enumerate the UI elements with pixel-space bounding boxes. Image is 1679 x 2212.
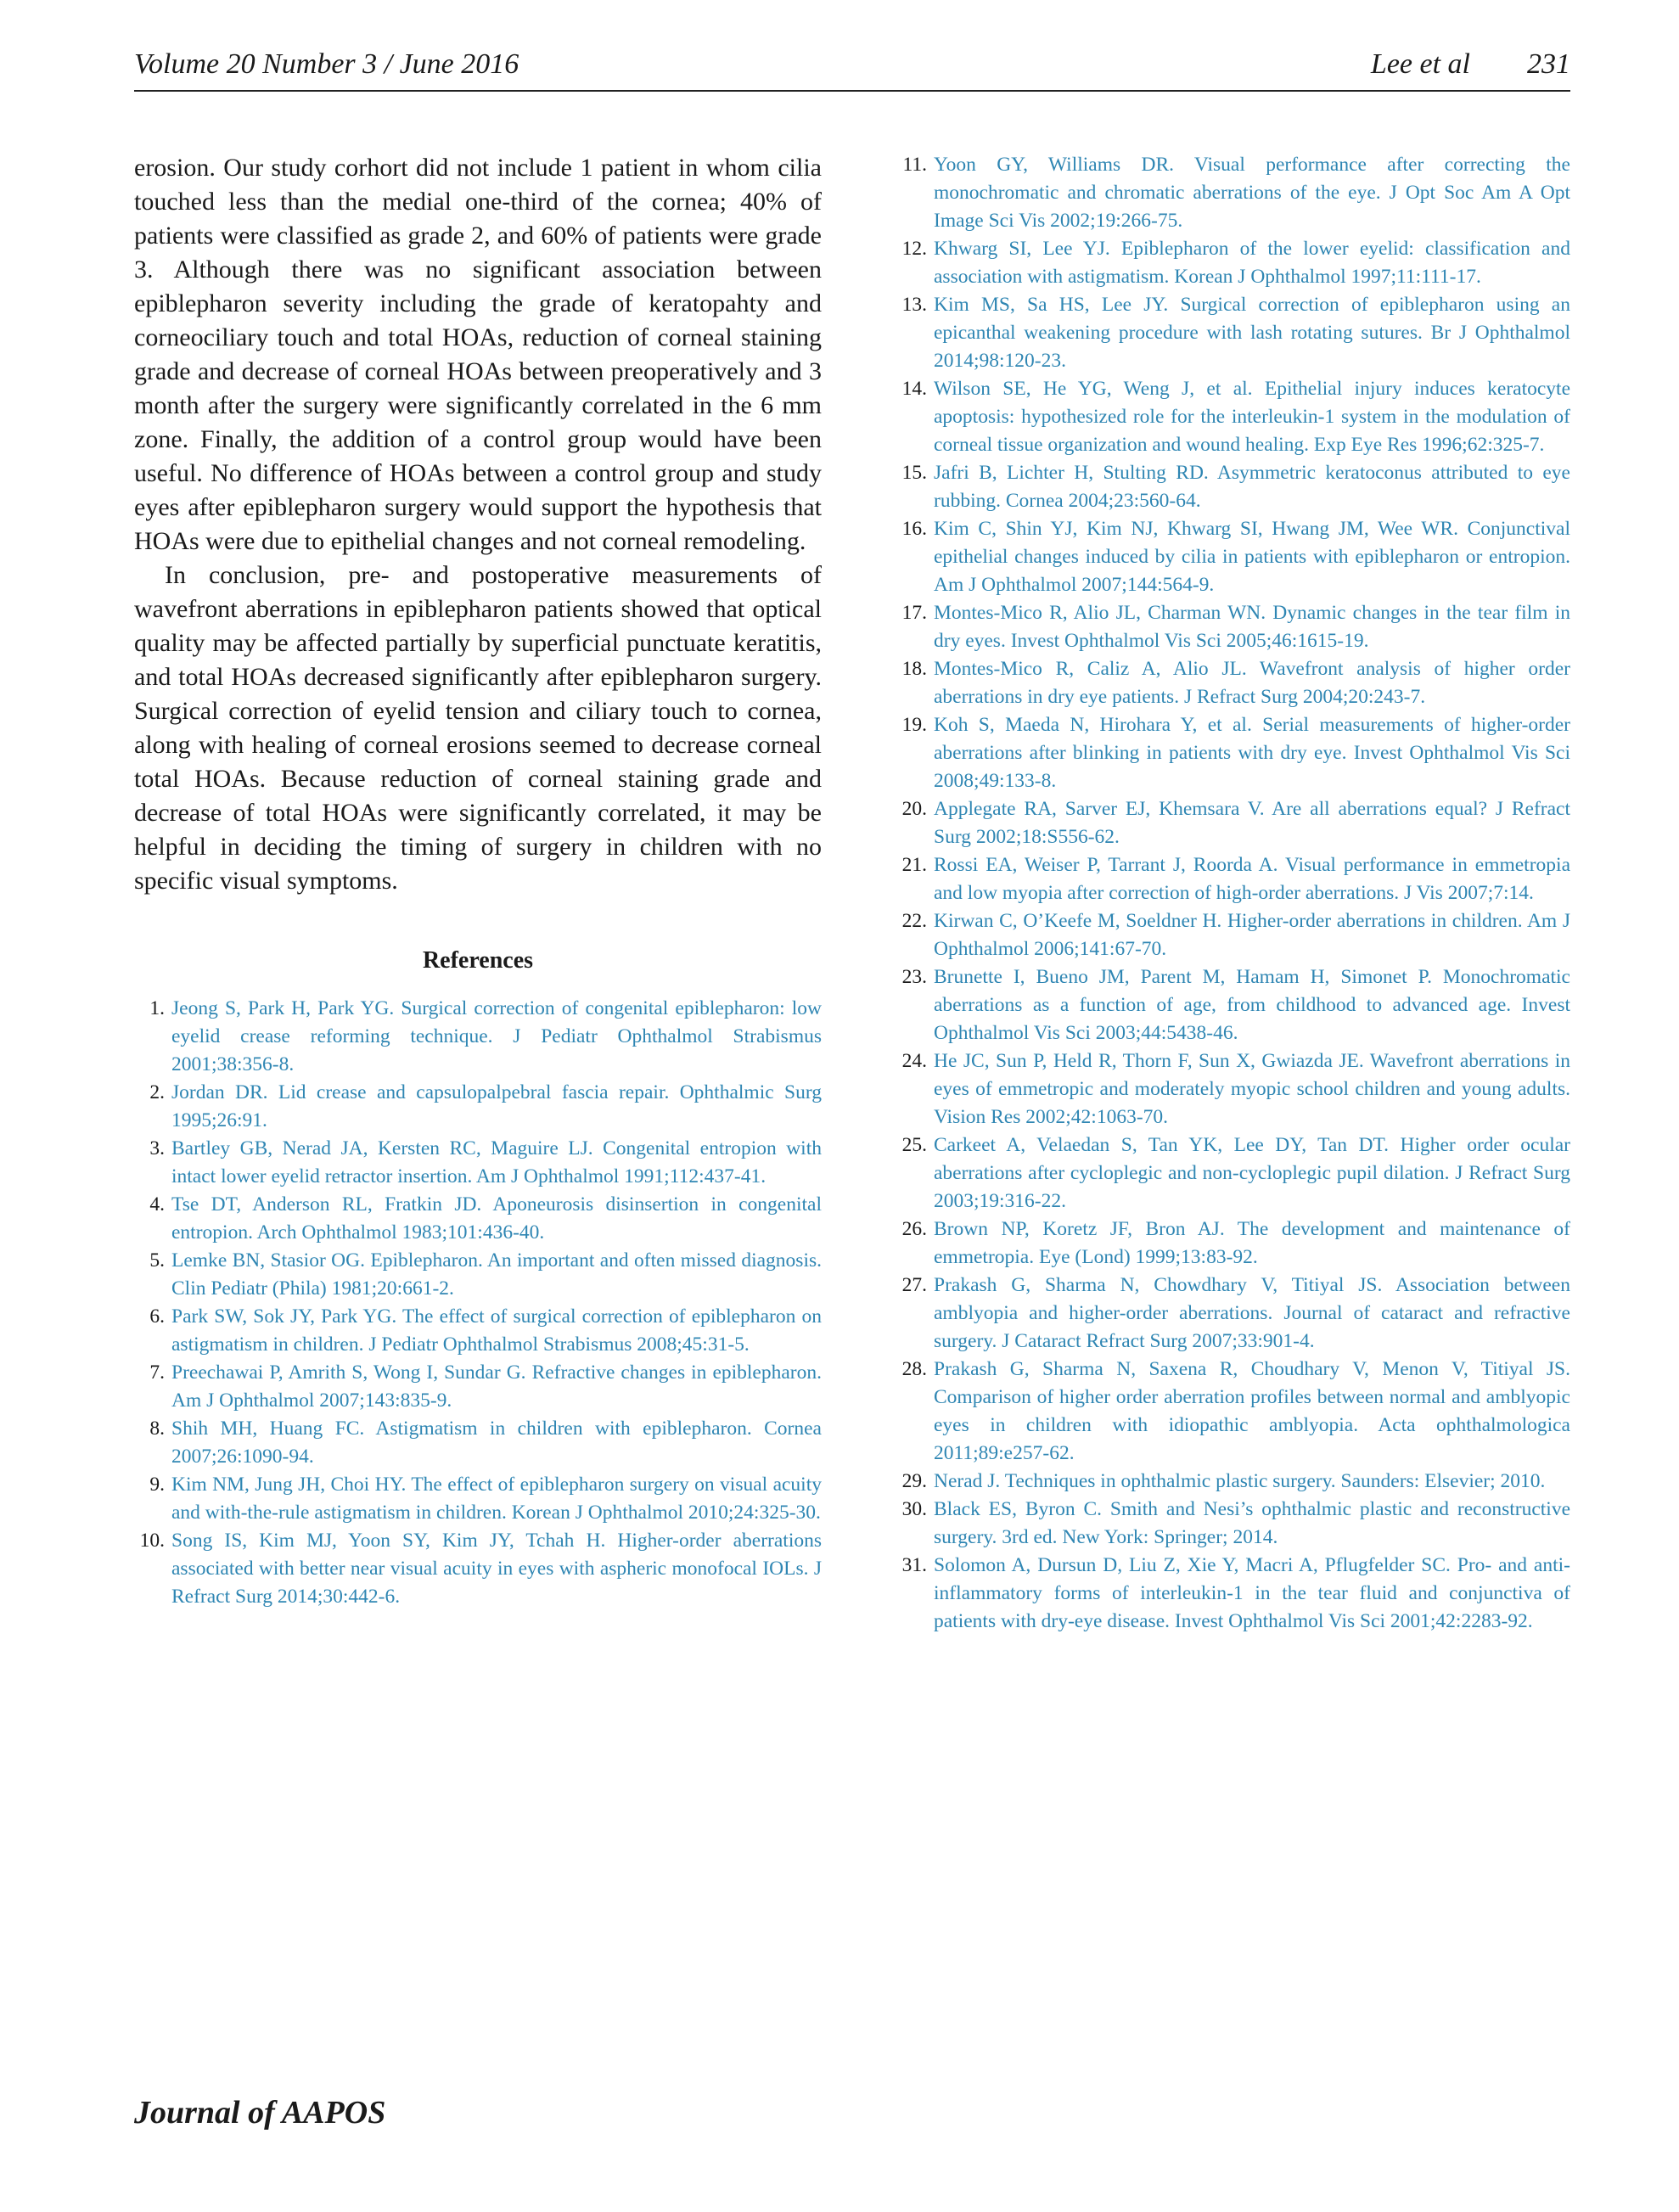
- references-list-left: [134, 995, 822, 1611]
- reference-link[interactable]: Solomon A, Dursun D, Liu Z, Xie Y, Macri A, Pflugfelder SC. Pro- and anti-inflammatory forms of interleukin-1 in the tear fluid and conjunctiva of patients with dry-eye disease. Invest Ophthalmol Vis Sci 2001;42:2283-92.: [934, 1554, 1570, 1632]
- reference-item: [134, 1191, 822, 1247]
- reference-item: [891, 151, 1570, 235]
- reference-link[interactable]: Shih MH, Huang FC. Astigmatism in children with epiblepharon. Cornea 2007;26:1090-94.: [171, 1418, 822, 1468]
- reference-link[interactable]: Kim NM, Jung JH, Choi HY. The effect of epiblepharon surgery on visual acuity and with-the-rule astigmatism in children. Korean J Ophthalmol 2010;24:325-30.: [171, 1474, 822, 1524]
- reference-link[interactable]: Kirwan C, O’Keefe M, Soeldner H. Higher-order aberrations in children. Am J Ophthalmol 2006;141:67-70.: [934, 910, 1570, 960]
- reference-item: [891, 1047, 1570, 1131]
- page-number: 231: [1527, 48, 1570, 80]
- running-authors: Lee et al: [1370, 48, 1470, 80]
- reference-item: [134, 995, 822, 1079]
- reference-number: 28.: [901, 1358, 927, 1380]
- reference-item: [891, 711, 1570, 795]
- reference-number: 31.: [901, 1554, 927, 1576]
- reference-link[interactable]: Brown NP, Koretz JF, Bron AJ. The development and maintenance of emmetropia. Eye (Lond) 1999;13:83-92.: [934, 1218, 1570, 1268]
- reference-link[interactable]: Lemke BN, Stasior OG. Epiblepharon. An important and often missed diagnosis. Clin Pediatr (Phila) 1981;20:661-2.: [171, 1249, 822, 1300]
- reference-item: [891, 1496, 1570, 1552]
- reference-link[interactable]: Khwarg SI, Lee YJ. Epiblepharon of the lower eyelid: classification and association with astigmatism. Korean J Ophthalmol 1997;11:111-17.: [934, 238, 1570, 288]
- reference-link[interactable]: Applegate RA, Sarver EJ, Khemsara V. Are all aberrations equal? J Refract Surg 2002;18:S556-62.: [934, 798, 1570, 848]
- reference-link[interactable]: He JC, Sun P, Held R, Thorn F, Sun X, Gwiazda JE. Wavefront aberrations in eyes of emmetropic and moderately myopic school children and young adults. Vision Res 2002;42:1063-70.: [934, 1050, 1570, 1128]
- reference-item: [891, 1131, 1570, 1215]
- reference-link[interactable]: Kim C, Shin YJ, Kim NJ, Khwarg SI, Hwang JM, Wee WR. Conjunctival epithelial changes induced by cilia in patients with epiblepharon or entropion. Am J Ophthalmol 2007;144:564-9.: [934, 518, 1570, 596]
- reference-link[interactable]: Nerad J. Techniques in ophthalmic plastic surgery. Saunders: Elsevier; 2010.: [934, 1470, 1546, 1492]
- reference-item: [134, 1527, 822, 1611]
- reference-number: 24.: [901, 1050, 927, 1072]
- reference-item: [891, 459, 1570, 515]
- reference-link[interactable]: Jeong S, Park H, Park YG. Surgical correction of congenital epiblepharon: low eyelid crease reforming technique. J Pediatr Ophthalmol Strabismus 2001;38:356-8.: [171, 997, 822, 1075]
- reference-link[interactable]: Rossi EA, Weiser P, Tarrant J, Roorda A. Visual performance in emmetropia and low myopia after correction of high-order aberrations. J Vis 2007;7:14.: [934, 854, 1570, 904]
- journal-issue: Volume 20 Number 3 / June 2016: [134, 48, 519, 80]
- reference-item: [891, 235, 1570, 291]
- reference-number: 21.: [901, 854, 927, 876]
- reference-link[interactable]: Prakash G, Sharma N, Chowdhary V, Titiyal JS. Association between amblyopia and higher-order aberrations. Journal of cataract and refractive surgery. J Cataract Refract Surg 2007;33:901-4.: [934, 1274, 1570, 1352]
- reference-number: 5.: [149, 1249, 165, 1272]
- journal-footer: Journal of AAPOS: [134, 2095, 386, 2131]
- references-list-right: [891, 151, 1570, 1636]
- reference-link[interactable]: Park SW, Sok JY, Park YG. The effect of surgical correction of epiblepharon on astigmatism in children. J Pediatr Ophthalmol Strabismus 2008;45:31-5.: [171, 1305, 822, 1356]
- reference-item: [891, 1552, 1570, 1636]
- conclusion-paragraph: In conclusion, pre- and postoperative measurements of wavefront aberrations in epiblepharon patients showed that optical quality may be affected partially by superficial punctuate keratitis, and total HOAs decreased significantly after epiblepharon surgery. Surgical correction of eyelid tension and ciliary touch to cornea, along with healing of corneal erosions seemed to decrease corneal total HOAs. Because reduction of corneal staining grade and decrease of total HOAs were significantly correlated, it may be helpful in deciding the timing of surgery in children with no specific visual symptoms.: [134, 561, 822, 895]
- reference-item: [134, 1359, 822, 1415]
- reference-number: 3.: [149, 1137, 165, 1159]
- reference-link[interactable]: Montes-Mico R, Caliz A, Alio JL. Wavefront analysis of higher order aberrations in dry eye patients. J Refract Surg 2004;20:243-7.: [934, 658, 1570, 708]
- reference-link[interactable]: Brunette I, Bueno JM, Parent M, Hamam H, Simonet P. Monochromatic aberrations as a function of age, from childhood to advanced age. Invest Ophthalmol Vis Sci 2003;44:5438-46.: [934, 966, 1570, 1044]
- reference-link[interactable]: Wilson SE, He YG, Weng J, et al. Epithelial injury induces keratocyte apoptosis: hypothesized role for the interleukin-1 system in the modulation of corneal tissue organization and wound healing. Exp Eye Res 1996;62:325-7.: [934, 378, 1570, 456]
- reference-item: [134, 1303, 822, 1359]
- reference-number: 25.: [901, 1134, 927, 1156]
- reference-item: [134, 1415, 822, 1471]
- reference-item: [134, 1135, 822, 1191]
- reference-item: [891, 655, 1570, 711]
- reference-item: [891, 795, 1570, 851]
- reference-item: [134, 1247, 822, 1303]
- reference-number: 17.: [901, 602, 927, 624]
- references-heading: References: [422, 947, 534, 974]
- reference-link[interactable]: Koh S, Maeda N, Hirohara Y, et al. Serial measurements of higher-order aberrations after blinking in patients with dry eye. Invest Ophthalmol Vis Sci 2008;49:133-8.: [934, 714, 1570, 792]
- reference-link[interactable]: Tse DT, Anderson RL, Fratkin JD. Aponeurosis disinsertion in congenital entropion. Arch Ophthalmol 1983;101:436-40.: [171, 1193, 822, 1244]
- reference-number: 13.: [901, 294, 927, 316]
- reference-item: [891, 599, 1570, 655]
- reference-item: [891, 1356, 1570, 1468]
- body-paragraph: erosion. Our study corhort did not include 1 patient in whom cilia touched less than the medial one-third of the cornea; 40% of patients were classified as grade 2, and 60% of patients were grade 3. Although there was no significant association between epiblepharon severity including the grade of keratopahty and corneociliary touch and total HOAs, reduction of corneal staining grade and decrease of corneal HOAs between preoperatively and 3 month after the surgery were significantly correlated in the 6 mm zone. Finally, the addition of a control group would have been useful. No difference of HOAs between a control group and study eyes after epiblepharon surgery would support the hypothesis that HOAs were due to epithelial changes and not corneal remodeling.: [134, 154, 822, 555]
- running-header: [134, 42, 1570, 92]
- reference-item: [134, 1471, 822, 1527]
- reference-item: [891, 907, 1570, 963]
- reference-link[interactable]: Black ES, Byron C. Smith and Nesi’s ophthalmic plastic and reconstructive surgery. 3rd ed. New York: Springer; 2014.: [934, 1498, 1570, 1548]
- reference-number: 22.: [901, 910, 927, 932]
- reference-number: 8.: [149, 1418, 165, 1440]
- left-column: [134, 151, 822, 1611]
- reference-item: [891, 963, 1570, 1047]
- reference-number: 23.: [901, 966, 927, 988]
- reference-item: [134, 1079, 822, 1135]
- reference-number: 4.: [149, 1193, 165, 1215]
- reference-number: 30.: [901, 1498, 927, 1520]
- reference-number: 27.: [901, 1274, 927, 1296]
- reference-link[interactable]: Yoon GY, Williams DR. Visual performance after correcting the monochromatic and chromatic aberrations of the eye. J Opt Soc Am A Opt Image Sci Vis 2002;19:266-75.: [934, 154, 1570, 232]
- reference-number: 29.: [901, 1470, 927, 1492]
- reference-link[interactable]: Jordan DR. Lid crease and capsulopalpebral fascia repair. Ophthalmic Surg 1995;26:91.: [171, 1081, 822, 1131]
- reference-link[interactable]: Kim MS, Sa HS, Lee JY. Surgical correction of epiblepharon using an epicanthal weakening procedure with lash rotating sutures. Br J Ophthalmol 2014;98:120-23.: [934, 294, 1570, 372]
- reference-number: 2.: [149, 1081, 165, 1103]
- reference-number: 12.: [901, 238, 927, 260]
- reference-link[interactable]: Bartley GB, Nerad JA, Kersten RC, Maguire LJ. Congenital entropion with intact lower eyelid retractor insertion. Am J Ophthalmol 1991;112:437-41.: [171, 1137, 822, 1187]
- reference-link[interactable]: Preechawai P, Amrith S, Wong I, Sundar G. Refractive changes in epiblepharon. Am J Ophthalmol 2007;143:835-9.: [171, 1361, 822, 1412]
- reference-link[interactable]: Prakash G, Sharma N, Saxena R, Choudhary V, Menon V, Titiyal JS. Comparison of higher order aberration profiles between normal and amblyopic eyes in children with idiopathic amblyopia. Acta ophthalmologica 2011;89:e257-62.: [934, 1358, 1570, 1464]
- reference-number: 9.: [149, 1474, 165, 1496]
- reference-number: 7.: [149, 1361, 165, 1384]
- reference-link[interactable]: Montes-Mico R, Alio JL, Charman WN. Dynamic changes in the tear film in dry eyes. Invest Ophthalmol Vis Sci 2005;46:1615-19.: [934, 602, 1570, 652]
- reference-item: [891, 1215, 1570, 1272]
- reference-number: 1.: [149, 997, 165, 1019]
- reference-number: 19.: [901, 714, 927, 736]
- reference-item: [891, 1468, 1570, 1496]
- reference-item: [891, 515, 1570, 599]
- reference-link[interactable]: Song IS, Kim MJ, Yoon SY, Kim JY, Tchah H. Higher-order aberrations associated with better near visual acuity in eyes with aspheric monofocal IOLs. J Refract Surg 2014;30:442-6.: [171, 1530, 822, 1608]
- reference-item: [891, 291, 1570, 375]
- reference-number: 26.: [901, 1218, 927, 1240]
- reference-number: 10.: [139, 1530, 165, 1552]
- reference-link[interactable]: Jafri B, Lichter H, Stulting RD. Asymmetric keratoconus attributed to eye rubbing. Cornea 2004;23:560-64.: [934, 462, 1570, 512]
- reference-number: 18.: [901, 658, 927, 680]
- right-column: [891, 151, 1570, 1636]
- reference-number: 11.: [902, 154, 927, 176]
- reference-number: 6.: [149, 1305, 165, 1328]
- reference-number: 14.: [901, 378, 927, 400]
- reference-item: [891, 851, 1570, 907]
- reference-item: [891, 1272, 1570, 1356]
- reference-number: 16.: [901, 518, 927, 540]
- reference-item: [891, 375, 1570, 459]
- reference-number: 15.: [901, 462, 927, 484]
- reference-link[interactable]: Carkeet A, Velaedan S, Tan YK, Lee DY, Tan DT. Higher order ocular aberrations after cycloplegic and non-cycloplegic pupil dilation. J Refract Surg 2003;19:316-22.: [934, 1134, 1570, 1212]
- reference-number: 20.: [901, 798, 927, 820]
